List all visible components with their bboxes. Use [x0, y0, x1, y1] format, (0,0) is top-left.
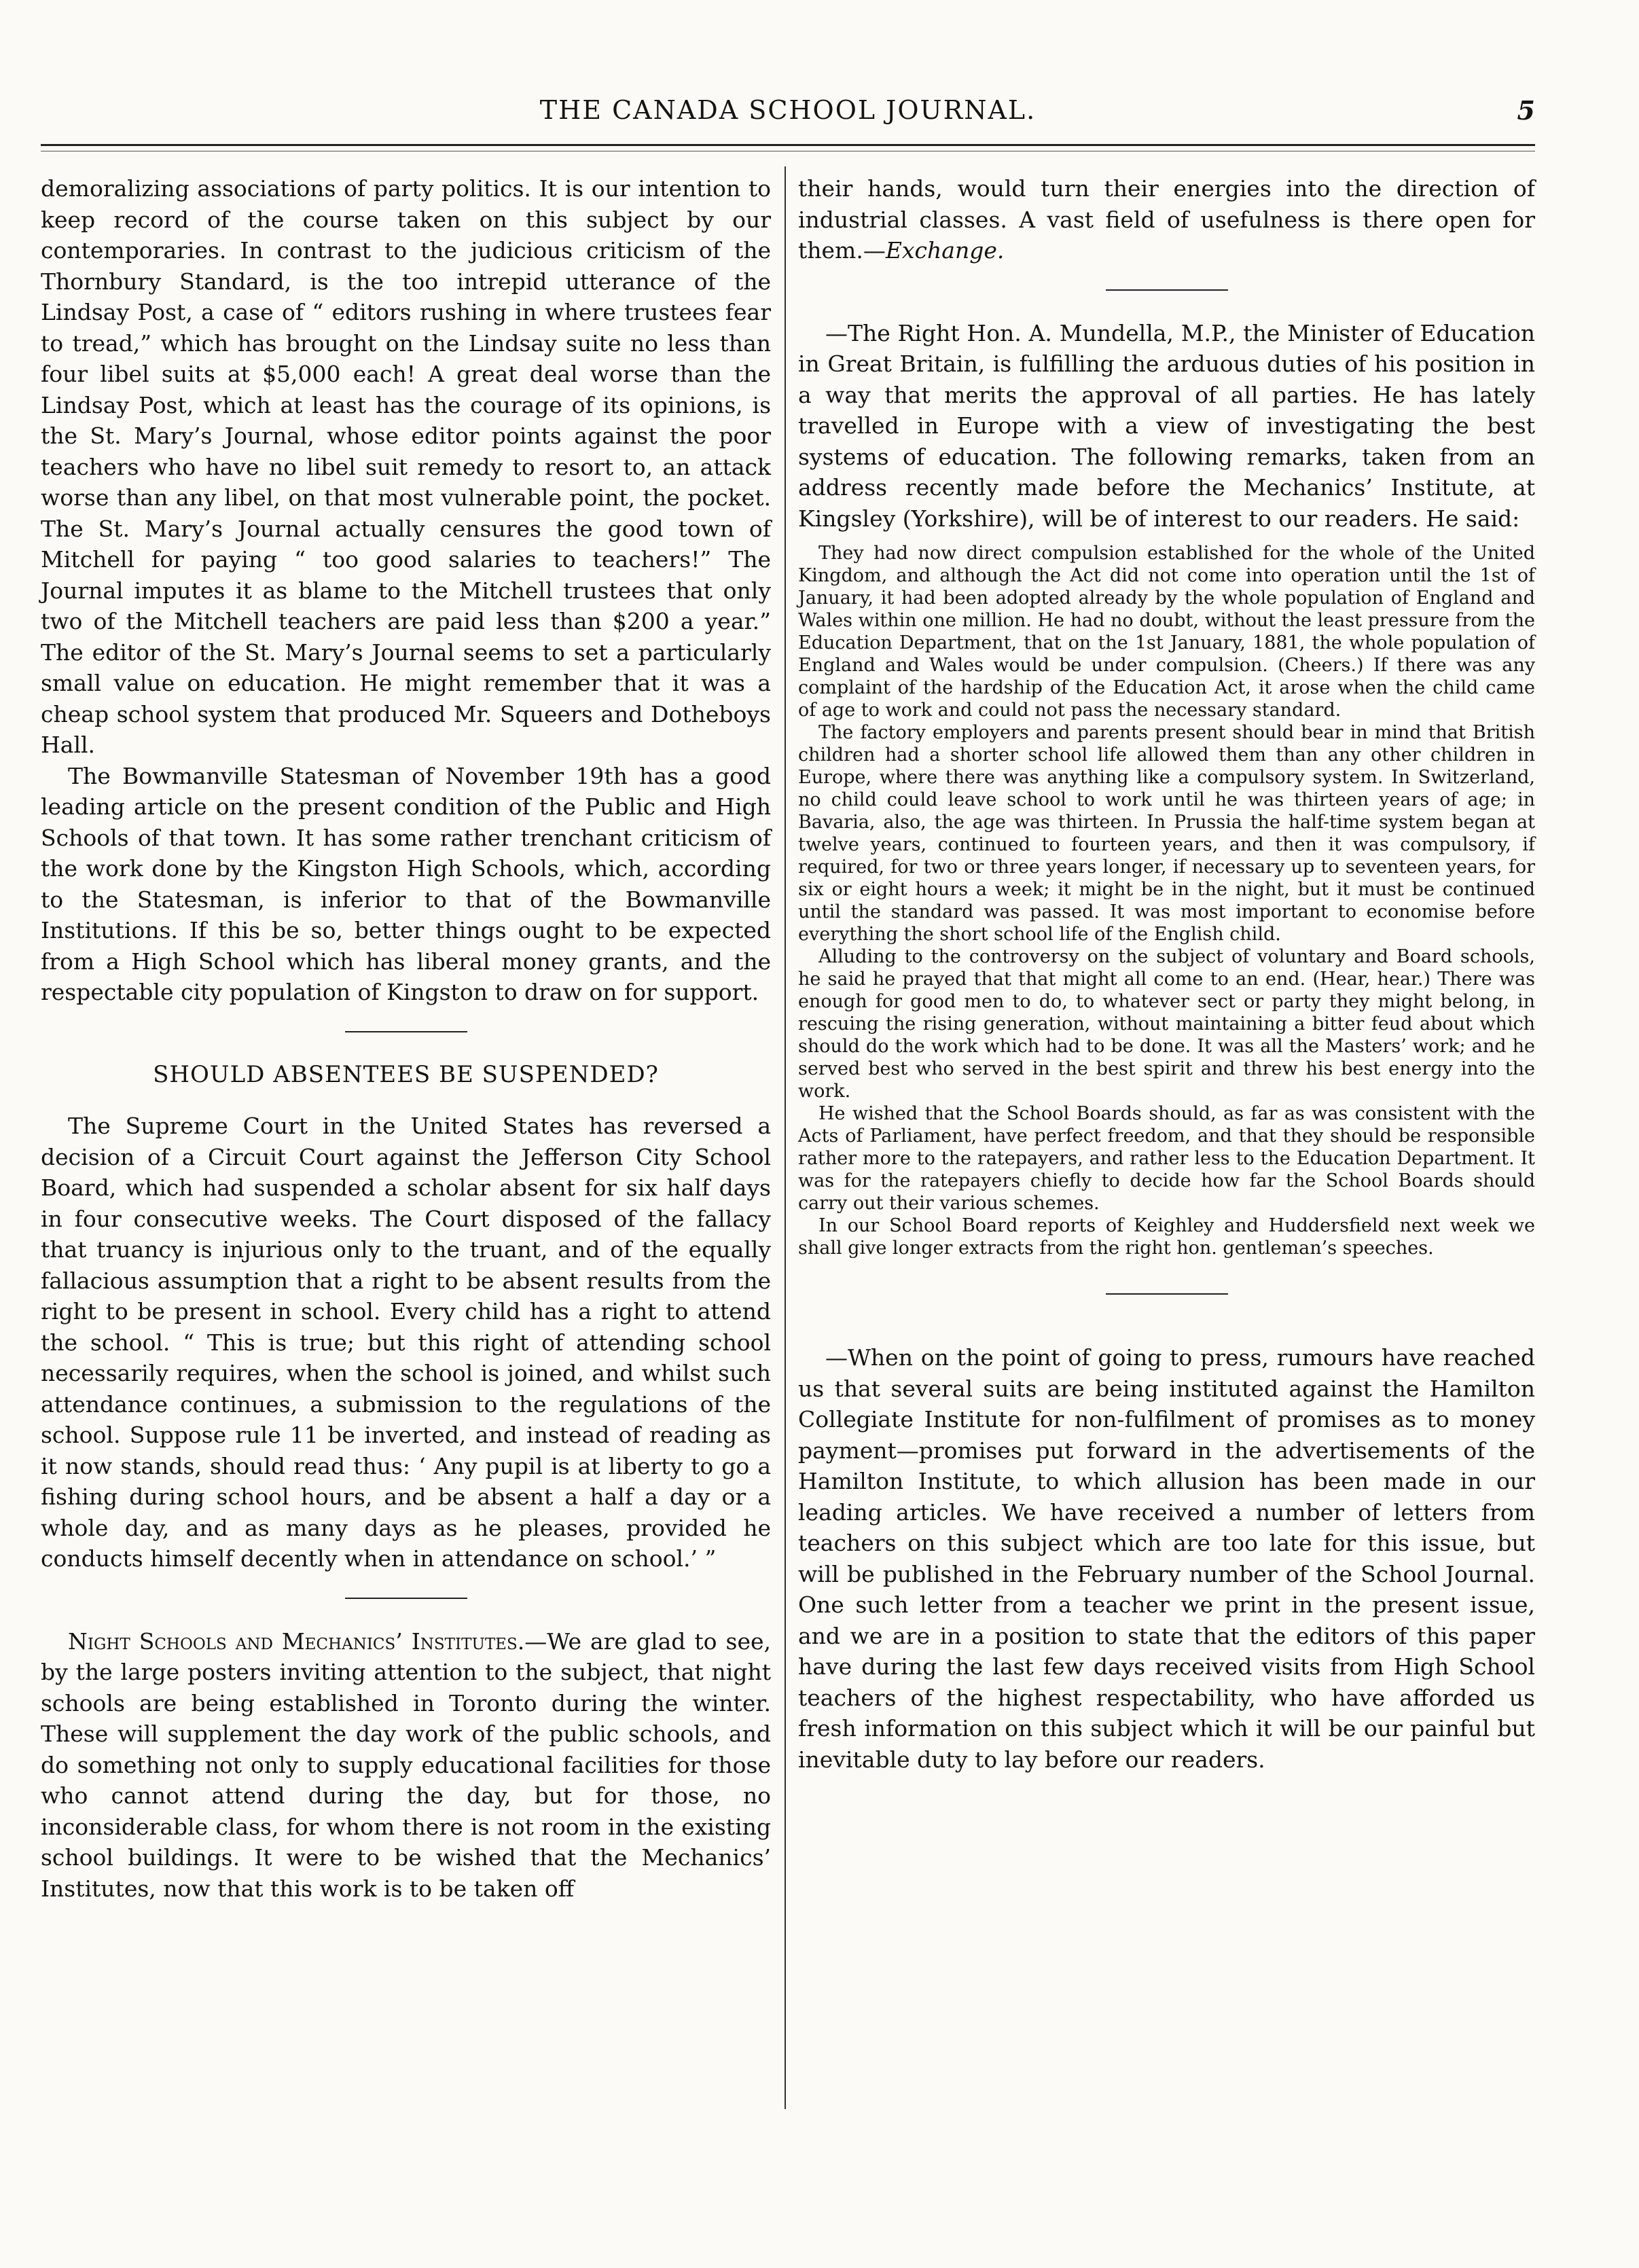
column-divider — [785, 166, 786, 2109]
night-schools-title: Night Schools and Mechanics’ Institutes. — [68, 1627, 525, 1655]
section-separator — [345, 1598, 467, 1599]
paragraph-bowmanville: The Bowmanville Statesman of November 19th has a good leading article on the present condition of the Public and High Schools of that town. It has some rather trenchant criticism of the work done by the Kingston High Schools, which, according to the Statesman, is inferior to that of the Bowmanville Institutions. If this be so, better things ought to be expected from a High School which has liberal money grants, and the respectable city population of Kingston to draw on for support. — [41, 762, 771, 1005]
industrial-classes-body: their hands, would turn their energies into the direction of industrial classes. A vast field of usefulness is there open for them.— — [798, 175, 1535, 264]
paragraph-industrial-classes — [798, 173, 1535, 266]
section-separator — [1106, 1293, 1228, 1295]
quote-paragraph: In our School Board reports of Keighley and Huddersfield next week we shall give longer extracts from the right hon. gentleman’s speeches. — [798, 1215, 1535, 1259]
night-schools-body: —We are glad to see, by the large posters inviting attention to the subject, that night schools are being established in Toronto during the winter. These will supplement the day work of the public schools, and do something not only to supply educational facilities for those who cannot attend during the day, but for those, no inconsiderable class, for whom there is not room in the existing school buildings. It were to be wished that the Mechanics’ Institutes, now that this work is to be taken off — [41, 1627, 771, 1902]
quote-paragraph: Alluding to the controversy on the subject of voluntary and Board schools, he said he prayed that that might all come to an end. (Hear, hear.) There was enough for good men to do, to whatever sect or party they might belong, in rescuing the rising generation, without maintaining a bitter feud about which should do the work which had to be done. It was all the Masters’ work; and he served best who served in the best spirit and threw his best energy into the work. — [798, 946, 1535, 1102]
left-column — [41, 173, 771, 1904]
right-column — [798, 173, 1535, 1775]
section-separator — [345, 1031, 467, 1032]
page-header — [41, 95, 1535, 136]
paragraph-hamilton: —When on the point of going to press, rumours have reached us that several suits are being instituted against the Hamilton Collegiate Institute for non-fulfilment of promises as to money payment—promises put forward in the advertisements of the Hamilton Institute, to which allusion has been made in our leading articles. We have received a number of letters from teachers on this subject which are too late for this issue, but will be published in the February number of the School Journal. One such letter from a teacher we print in the present issue, and we are in a position to state that the editors of this paper have during the last few days received visits from High School teachers of the highest respectability, who have afforded us fresh information on this subject which it will be our painful but inevitable duty to lay before our readers. — [798, 1344, 1535, 1773]
mundella-quote — [798, 542, 1535, 1259]
section-separator — [1106, 289, 1228, 291]
paragraph-mundella: —The Right Hon. A. Mundella, M.P., the Minister of Education in Great Britain, is fulfilling the arduous duties of his position in a way that merits the approval of all parties. He has lately travelled in Europe with a view of investigating the best systems of education. The following remarks, taken from an address recently made before the Mechanics’ Institute, at Kingsley (Yorkshire), will be of interest to our readers. He said: — [798, 319, 1535, 532]
quote-paragraph: He wished that the School Boards should, as far as was consistent with the Acts of Parliament, have perfect freedom, and that they should be responsible rather more to the ratepayers, and rather less to the Education Department. It was for the ratepayers chiefly to decide how far the School Boards should carry out their various schemes. — [798, 1103, 1535, 1214]
journal-title: THE CANADA SCHOOL JOURNAL. — [539, 95, 1037, 125]
exchange-source: Exchange. — [885, 237, 1005, 264]
paragraph-night-schools — [41, 1626, 771, 1905]
section-heading-absentees: SHOULD ABSENTEES BE SUSPENDED? — [153, 1060, 659, 1088]
page-number: 5 — [1517, 95, 1535, 126]
paragraph-party-politics: demoralizing associations of party politics. It is our intention to keep record of the course taken on this subject by our contemporaries. In contrast to the judicious criticism of the Thornbury Standard, is the too intrepid utterance of the Lindsay Post, a case of “ editors rushing in where trustees fear to tread,” which has brought on the Lindsay suite no less than four libel suits at $5,000 each! A great deal worse than the Lindsay Post, which at least has the courage of its opinions, is the St. Mary’s Journal, whose editor points against the poor teachers who have no libel suit remedy to resort to, an attack worse than any libel, on that most vulnerable point, the pocket. The St. Mary’s Journal actually censures the good town of Mitchell for paying “ too good salaries to teachers!” The Journal imputes it as blame to the Mitchell trustees that only two of the Mitchell teachers are paid less than $200 a year.” The editor of the St. Mary’s Journal seems to set a particularly small value on education. He might remember that it was a cheap school system that produced Mr. Squeers and Dotheboys Hall. — [41, 175, 771, 758]
paragraph-supreme-court: The Supreme Court in the United States has reversed a decision of a Circuit Court against the Jefferson City School Board, which had suspended a scholar absent for six half days in four consecutive weeks. The Court disposed of the fallacy that truancy is injurious only to the truant, and of the equally fallacious assumption that a right to be absent results from the right to be present in school. Every child has a right to attend the school. “ This is true; but this right of attending school necessarily requires, when the school is joined, and whilst such attendance continues, a submission to the regulations of the school. Suppose rule 11 be inverted, and instead of reading as it now stands, should read thus: ‘ Any pupil is at liberty to go a fishing during school hours, and be absent a half a day or a whole day, and as many days as he pleases, provided he conducts himself decently when in attendance on school.’ ” — [41, 1113, 771, 1572]
quote-paragraph: They had now direct compulsion established for the whole of the United Kingdom, and although the Act did not come into operation until the 1st of January, it had been adopted already by the whole population of England and Wales within one million. He had no doubt, without the least pressure from the Education Department, that on the 1st January, 1881, the whole population of England and Wales would be under compulsion. (Cheers.) If there was any complaint of the hardship of the Education Act, it arose when the child came of age to work and could not pass the necessary standard. — [798, 543, 1535, 721]
quote-paragraph: The factory employers and parents present should bear in mind that British children had a shorter school life allowed them than any other children in Europe, where there was anything like a compulsory system. In Switzerland, no child could leave school to work until he was thirteen years of age; in Bavaria, also, the age was thirteen. In Prussia the half-time system began at twelve years, continued to fourteen years, and then it was compulsory, if required, for two or three years longer, if necessary up to seventeen years, for six or eight hours a week; it might be in the night, but it must be continued until the standard was passed. It was most important to economise before everything the short school life of the English child. — [798, 722, 1535, 945]
header-rule — [41, 144, 1535, 146]
